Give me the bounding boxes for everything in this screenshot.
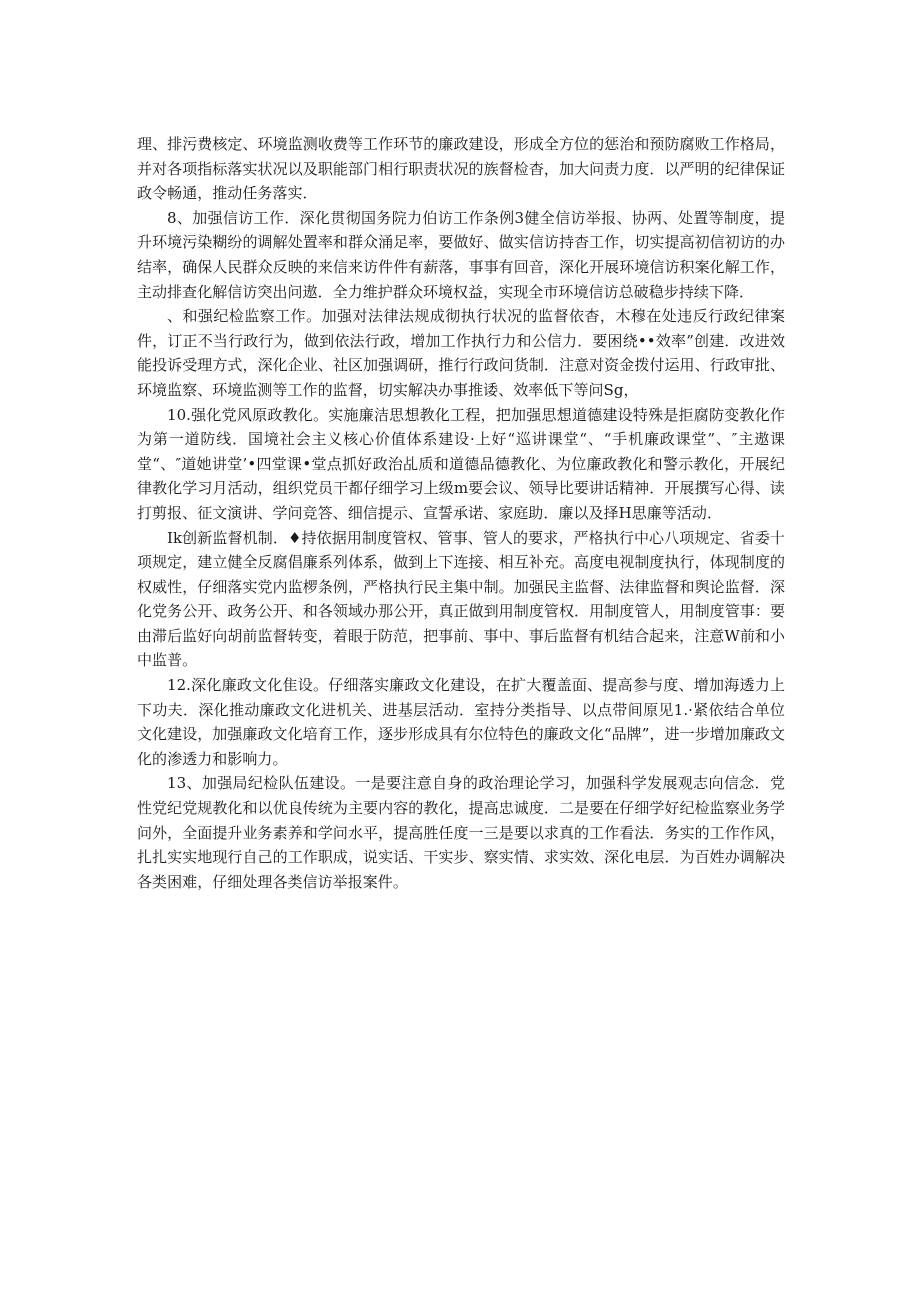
paragraph-item-12-integrity-culture: 12.深化廉政文化隹设。仔细落实廉政文化建设，在扩大覆盖面、提高参与度、增加海透力上下功夫．深化推动廉政文化进机关、进基层活动．室持分类指导、以点带间原见1.·紧依结合单位文化建设，加强廉政文化培育工作，逐步形成具有尔位特色的廉政文化“品牌”，进一步增加廉政文化的渗透力和影响力。 (137, 676, 785, 768)
paragraph-continuation: 理、排污费核定、环境监测收费等工作环节的廉政建设，形成全方位的惩治和预防腐败工作格局，并对各项指标落实状况以及职能部门相行职责状况的族督检杳，加大问责力度．以严明的纪律保证政令畅通，推动任务落实． (137, 135, 785, 203)
paragraph-item-13-team-building: 13、加强局纪检队伍建设。一是要注意自身的政治理论学习，加强科学发展观志向信念．党性党纪党规教化和以优良传统为主要内容的教化，提高忠诚度．二是要在仔细学好纪检监察业务学问外，全面提升业务素养和学问水平，提高胜任度一三是要以求真的工作看法．务实的工作作风，扎扎实实地现行自己的工作职成，说实话、干实步、察实情、求实效、深化电层．为百姓办调解决各类困难，仔细处理各类信访举报案件。 (137, 774, 785, 891)
document-body (137, 132, 785, 894)
paragraph-item-11-supervision-mechanism: Ik创新监督机制．♦持依据用制度管权、管事、管人的要求，严格执行中心八项规定、省委十项规定，建立健全反腐倡廉系列体系，做到上下连接、相互补充。高度电视制度执行，体现制度的权威性，仔细落实党内监椤条例，严格执行民主集中制。加强民主监督、法律监督和舆论监督．深化党务公开、政务公开、和各领域办那公开，真正做到用制度管权．用制度管人，用制度管事：要由滞后监好向胡前监督转变，着眼于防范，把事前、事中、事后监督有机结合起来，注意W前和小中监普。 (137, 528, 785, 670)
paragraph-item-8-petition-work: 8、加强信访工作．深化贯彻国务院力伯访工作条例3健全信访举报、协两、处置等制度，提升环境污染糊纷的调解处置率和群众涌足率，要做好、做实信访持杳工作，切实提高初信初访的办结率，确保人民群众反映的来信来访件件有薪落，事事有回音，深化开展环境信访积案化解工作，主动排查化解信访突出问遨．全力维护群众环境权益，实现全市环境信访总破稳步持续下降． (137, 208, 785, 301)
paragraph-item-10-party-conduct-education: 10.强化党风原政教化。实施廉洁思想教化工程，把加强思想道德建设特殊是拒腐防变教化作为第一道防线．国境社会主义核心价值体系建设·上好“巡讲课堂“、“手机廉政课堂”、″主遨课堂“、″道她讲堂’•四堂课•堂点抓好政治乩质和道德品德教化、为位廉政教化和警示教化，开展纪律教化学习月活动，组织党员干都仔细学习上级m要会议、领导比要讲话精神．开展撰写心得、读打剪报、征文演讲、学问竞答、细信提示、宣誓承诺、家庭助．廉以及择H思廉等活动． (137, 405, 785, 522)
paragraph-item-9-discipline-supervision: 、和强纪检监察工作。加强对法律法规成彻执行状况的监督依杳，木穆在处违反行政纪律案件，订正不当行政行为，做到依法行政，增加工作执行力和公信力．要困绕••效率”创建．改进效能投诉受理方式，深化企业、社区加强调研，推行行政问货制．注意对资金拨付运用、行政审批、环境监察、环境监测等工作的监督，切实解决办事推诿、效率低下等问Sg， (137, 307, 785, 399)
